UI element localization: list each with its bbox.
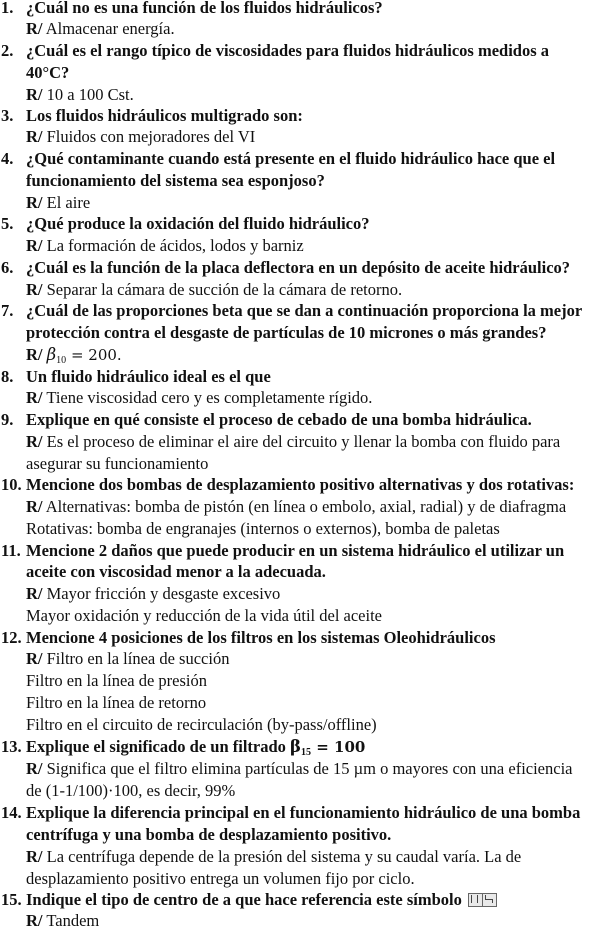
question-9: 9. Explique en qué consiste el proceso de cebado de una bomba hidráulica. [1, 410, 532, 429]
question-10: 10. Mencione dos bombas de desplazamiento positivo alternativas y dos rotativas: [1, 475, 575, 494]
answer-9-cont: asegurar su funcionamiento [26, 454, 209, 473]
answer-4: R/ El aire [26, 193, 91, 212]
beta-symbol: β [290, 737, 302, 756]
answer-12-line-3: Filtro en la línea de retorno [26, 693, 207, 712]
answer-14: R/ La centrífuga depende de la presión del sistema y su caudal varía. La de [26, 847, 522, 866]
question-14: 14. Explique la diferencia principal en el funcionamiento hidráulico de una bomba [1, 803, 581, 822]
answer-10: R/ Alternativas: bomba de pistón (en línea o embolo, axial, radial) y de diafragma [26, 497, 567, 516]
question-13: 13. Explique el significado de un filtrado $\beta_{15} = 100$ [1, 737, 366, 758]
answer-8: R/ Tiene viscosidad cero y es completamente rígido. [26, 388, 373, 407]
question-8: 8. Un fluido hidráulico ideal es el que [1, 367, 271, 386]
answer-6: R/ Separar la cámara de succión de la cámara de retorno. [26, 280, 403, 299]
answer-14-cont: desplazamiento positivo entrega un volumen fijo por ciclo. [26, 869, 415, 888]
answer-11: R/ Mayor fricción y desgaste excesivo [26, 584, 281, 603]
answer-1: R/ Almacenar energía. [26, 19, 175, 38]
question-1: 1. ¿Cuál no es una función de los fluidos hidráulicos? [1, 0, 383, 17]
answer-9: R/ Es el proceso de eliminar el aire del circuito y llenar la bomba con fluido para [26, 432, 561, 451]
question-2-cont: 40°C? [26, 63, 70, 82]
question-11-cont: aceite con viscosidad menor a la adecuada. [26, 562, 326, 581]
answer-7: R/ $\beta_{10} = 200$. [26, 345, 122, 366]
answer-13: R/ Significa que el filtro elimina partículas de 15 µm o mayores con una eficiencia [26, 759, 573, 778]
question-14-cont: centrífuga y una bomba de desplazamiento positivo. [26, 825, 392, 844]
answer-15: R/ Tandem [26, 911, 100, 930]
question-11: 11. Mencione 2 daños que puede producir en un sistema hidráulico el utilizar un [1, 541, 565, 560]
answer-13-cont: de (1-1/100)·100, es decir, 99% [26, 781, 236, 800]
beta-symbol: β [46, 345, 57, 364]
question-3: 3. Los fluidos hidráulicos multigrado son: [1, 106, 303, 125]
answer-3: R/ Fluidos con mejoradores del VI [26, 127, 256, 146]
question-15: 15. Indique el tipo de centro de a que hace referencia este símbolo [0, 889, 616, 911]
question-7: 7. ¿Cuál de las proporciones beta que se dan a continuación proporciona la mejor [1, 301, 583, 320]
answer-12-line-4: Filtro en el circuito de recirculación (by-pass/offline) [26, 715, 377, 734]
answer-12-line-2: Filtro en la línea de presión [26, 671, 207, 690]
question-2: 2. ¿Cuál es el rango típico de viscosidades para fluidos hidráulicos medidos a [1, 41, 550, 60]
beta-value: = 100 [311, 738, 366, 756]
question-5: 5. ¿Qué produce la oxidación del fluido hidráulico? [1, 214, 370, 233]
tandem-center-valve-symbol-icon [468, 891, 498, 908]
answer-10-cont: Rotativas: bomba de engranajes (internos o externos), bomba de paletas [26, 519, 500, 538]
question-7-cont: protección contra el desgaste de partículas de 10 micrones o más grandes? [26, 323, 547, 342]
answer-5: R/ La formación de ácidos, lodos y barniz [26, 236, 304, 255]
beta-subscript: 15 [301, 747, 312, 758]
question-4-cont: funcionamiento del sistema sea esponjoso? [26, 171, 325, 190]
question-4: 4. ¿Qué contaminante cuando está presente en el fluido hidráulico hace que el [1, 149, 556, 168]
answer-2: R/ 10 a 100 Cst. [26, 85, 134, 104]
answer-12: R/ Filtro en la línea de succión [26, 649, 230, 668]
question-6: 6. ¿Cuál es la función de la placa deflectora en un depósito de aceite hidráulico? [1, 258, 571, 277]
beta-value: = 200. [66, 346, 122, 364]
beta-subscript: 10 [56, 355, 67, 366]
question-12: 12. Mencione 4 posiciones de los filtros en los sistemas Oleohidráulicos [1, 628, 496, 647]
answer-11-cont: Mayor oxidación y reducción de la vida útil del aceite [26, 606, 382, 625]
